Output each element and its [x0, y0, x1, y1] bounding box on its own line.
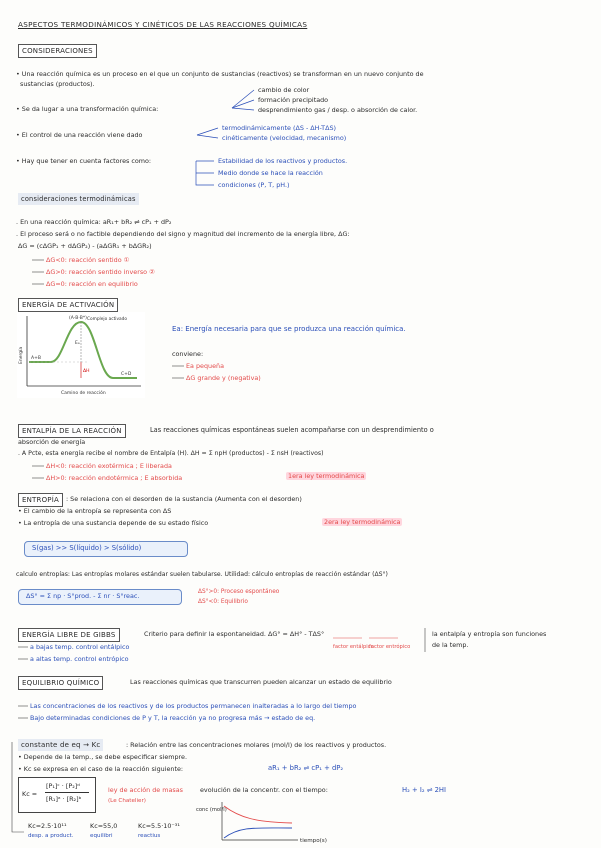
control-opt-1: termodinámicamente (ΔS - ΔH-TΔS) — [222, 124, 337, 132]
factor-opt-3: condiciones (P, T, pH.) — [218, 181, 290, 189]
label-ea: Eₐ — [75, 341, 80, 346]
graph-ylabel: conc (mol/l) — [196, 807, 227, 813]
kc-value-1: Kc=2.5·10¹¹ — [28, 822, 67, 830]
gibbs-side-2: de la temp. — [432, 641, 469, 649]
curve-products — [224, 828, 292, 838]
label-dh: ΔH — [83, 369, 90, 374]
kc-value-2: Kc=55,0 — [90, 822, 118, 830]
consideraciones-p1b: sustancias (productos). — [20, 80, 95, 88]
gibbs-under-1: factor entálpico — [333, 644, 374, 650]
consideraciones-p1a: • Una reacción química es un proceso en el que un conjunto de sustancias (reactivos) se transforman en un nuevo conjunto de — [16, 70, 424, 78]
arrow-termo — [197, 128, 218, 135]
section-heading-entropia: ENTROPÍA — [18, 493, 63, 507]
entalpia-item-1: ΔH<0: reacción exotérmica ; E liberada — [46, 462, 172, 470]
calculo-l1: calculo entropías: Las entropías molares estándar suelen tabularse. Utilidad: cálculo entropías de reacción estándar (ΔS°) — [16, 571, 388, 578]
arrow-formacion — [232, 100, 254, 108]
kc-value-3: Kc=5.5·10⁻³¹ — [138, 822, 180, 830]
kc-label: Kc = — [22, 790, 38, 798]
arrow-desprendimiento — [232, 108, 254, 110]
entalpia-item-2: ΔH>0: reacción endotérmica ; E absorbida — [46, 474, 183, 482]
deltaG-item-2: ΔG>0: reacción sentido inverso ② — [46, 268, 155, 276]
arrow-cambio — [232, 90, 254, 108]
termo-l3: ΔG = (cΔGP₁ + dΔGP₂) - (aΔGR₁ + bΔGR₂) — [18, 242, 152, 250]
consideraciones-p4: • Hay que tener en cuenta factores como: — [16, 157, 152, 165]
label-complex: Complejo activado — [87, 317, 127, 322]
kc-note-3: reactius — [138, 833, 161, 839]
gibbs-side-1: la entalpía y entropía son funciones — [432, 630, 547, 638]
constante-reaction2: H₂ + I₂ ⇌ 2HI — [402, 786, 447, 794]
constante-reaction: aR₁ + bR₂ ⇌ cP₁ + dP₂ — [268, 764, 344, 772]
calculo-formula: ΔS° = Σ np · S°prod. - Σ nr · S°reac. — [26, 592, 140, 600]
control-opt-2: cinéticamente (velocidad, mecanismo) — [222, 134, 347, 142]
le-chatelier: (Le Chatelier) — [108, 798, 146, 804]
section-heading-gibbs: ENERGÍA LIBRE DE GIBBS — [18, 628, 120, 642]
section-heading-entalpia: ENTALPÍA DE LA REACCIÓN — [18, 424, 126, 438]
label-prod: C+D — [121, 372, 132, 377]
entropia-l2: • El cambio de la entropía se representa con ΔS — [18, 507, 172, 515]
consideraciones-p2: • Se da lugar a una transformación química: — [16, 105, 159, 113]
label-xlabel: Camino de reacción — [61, 391, 106, 396]
entropia-l1: : Se relaciona con el desorden de la sustancia (Aumenta con el desorden) — [66, 495, 302, 503]
constante-l1: : Relación entre las concentraciones molares (mol/l) de los reactivos y productos. — [126, 741, 387, 749]
factor-opt-2: Medio donde se hace la reacción — [218, 169, 323, 177]
termo-l2: . El proceso será o no factible dependiendo del signo y magnitud del incremento de la energía libre, ΔG: — [16, 230, 350, 238]
equilibrio-l3: Bajo determinadas condiciones de P y T, la reacción ya no progresa más → estado de eq. — [30, 714, 316, 722]
factor-opt-1: Estabilidad de los reactivos y productos. — [218, 157, 348, 165]
section-heading-termo: consideraciones termodinámicas — [18, 193, 139, 205]
section-heading-consideraciones: CONSIDERACIONES — [18, 44, 97, 58]
gibbs-under-2: factor entrópico — [369, 644, 411, 650]
entalpia-l1: Las reacciones químicas espontáneas suelen acompañarse con un desprendimiento o — [150, 426, 434, 434]
kc-numerator: [P₁]ᶜ · [P₂]ᵈ — [46, 782, 80, 790]
kc-denominator: [R₁]ᵃ · [R₂]ᵇ — [46, 795, 82, 803]
constante-bracket — [12, 742, 24, 832]
evol-label: evolución de la concentr. con el tiempo: — [200, 786, 328, 794]
label-react: A+B — [31, 356, 41, 361]
constante-b2: • Kc se expresa en el caso de la reacción siguiente: — [18, 765, 184, 773]
entalpia-ley-badge: 1era ley termodinámica — [288, 472, 365, 480]
transformacion-opt-3: desprendimiento gas / desp. o absorción de calor. — [258, 106, 418, 114]
ea-definition: Ea: Energía necesaria para que se produzca una reacción química. — [172, 325, 406, 333]
entalpia-l2: absorción de energía — [18, 438, 86, 446]
calculo-side-2: ΔS°<0: Equilibrio — [198, 599, 248, 605]
curve-reactants — [224, 806, 292, 823]
ley-accion-masas: ley de acción de masas — [108, 786, 183, 794]
label-top: (A·B·B*) — [69, 316, 87, 321]
conviene-item-1: Ea pequeña — [186, 362, 224, 370]
kc-note-2: equilibri — [90, 833, 113, 839]
deltaG-item-3: ΔG=0: reacción en equilibrio — [46, 280, 138, 288]
entropia-ley-badge: 2era ley termodinámica — [324, 518, 401, 526]
equilibrio-l2: Las concentraciones de los reactivos y de los productos permanecen inalteradas a lo largo del tiempo — [30, 702, 357, 710]
arrow-cinetico — [197, 135, 218, 138]
page-title: ASPECTOS TERMODINÁMICOS Y CINÉTICOS DE LAS REACCIONES QUÍMICAS — [18, 20, 308, 29]
section-heading-activacion: ENERGÍA DE ACTIVACIÓN — [18, 298, 118, 312]
label-ylabel: Energía — [19, 346, 24, 364]
transformacion-opt-1: cambio de color — [258, 86, 310, 94]
entropia-l3: • La entropía de una sustancia depende de su estado físico — [18, 519, 209, 527]
gibbs-item-2: a altas temp. control entrópico — [30, 655, 129, 663]
gibbs-item-1: a bajas temp. control entálpico — [30, 643, 130, 651]
graph-xlabel: tiempo(s) — [300, 838, 327, 844]
transformacion-opt-2: formación precipitado — [258, 96, 329, 104]
gibbs-l1: Criterio para definir la espontaneidad. ΔG° = ΔH° - TΔS° — [144, 630, 325, 638]
constante-b1: • Depende de la temp., se debe especificar siempre. — [18, 753, 187, 761]
conviene-item-2: ΔG grande y (negativa) — [186, 374, 261, 382]
termo-l1: . En una reacción química: aR₁+ bR₂ ⇌ cP₁ + dP₂ — [16, 218, 172, 226]
entropia-formula: S(gas) >> S(líquido) > S(sólido) — [32, 544, 142, 552]
conviene-label: conviene: — [172, 350, 204, 358]
calculo-side-1: ΔS°>0: Proceso espontáneo — [198, 589, 280, 595]
concentration-graph — [222, 802, 298, 840]
deltaG-item-1: ΔG<0: reacción sentido ① — [46, 256, 130, 264]
section-heading-equilibrio: EQUILIBRIO QUÍMICO — [18, 676, 103, 690]
kc-note-1: desp. a product. — [28, 833, 74, 839]
section-heading-constante: constante de eq → Kc — [18, 739, 103, 751]
consideraciones-p3: • El control de una reacción viene dado — [16, 131, 143, 139]
equilibrio-l1: Las reacciones químicas que transcurren pueden alcanzar un estado de equilibrio — [130, 678, 392, 686]
entalpia-l3: . A Pcte, esta energía recibe el nombre de Entalpía (H). ΔH = Σ npH (productos) - Σ nsH (reactivos) — [18, 450, 324, 457]
